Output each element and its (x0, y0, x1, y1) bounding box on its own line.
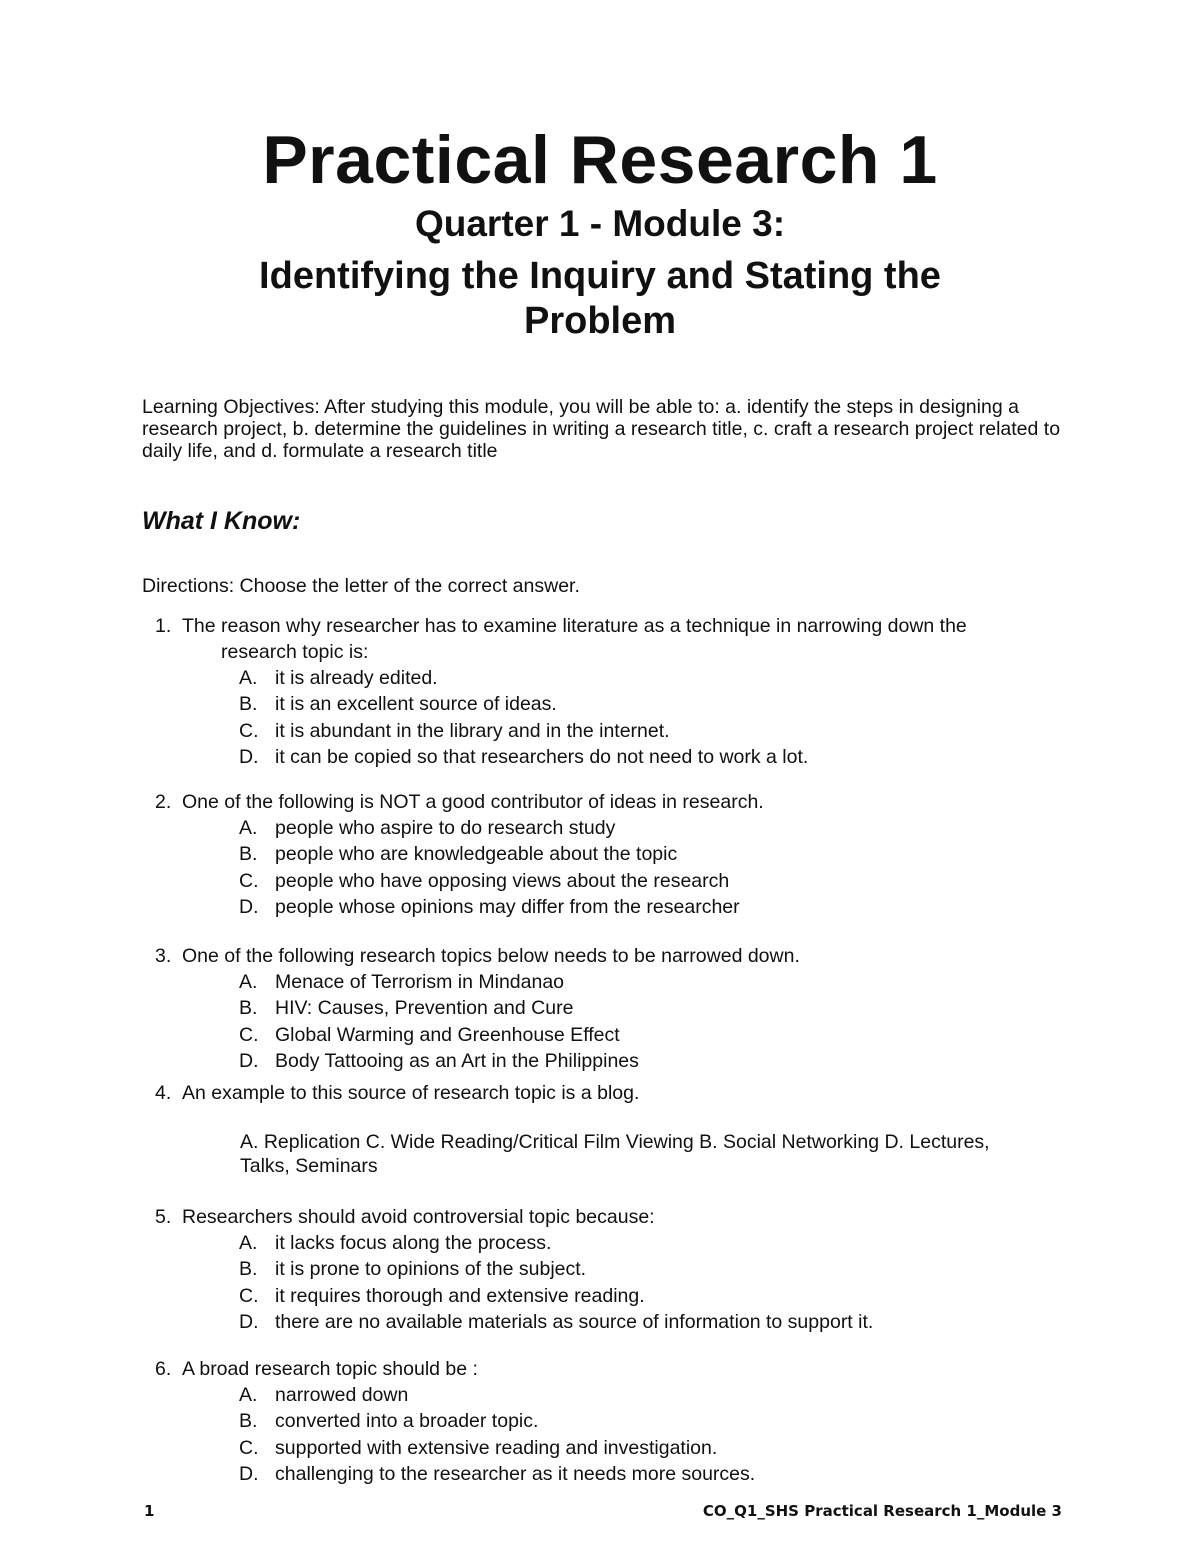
option-text: converted into a broader topic. (275, 1410, 539, 1433)
option-letter: C. (239, 719, 259, 742)
module-heading-line-2: Problem (523, 300, 677, 342)
question-number: 4. (155, 1082, 172, 1104)
question-1 (155, 613, 1055, 771)
document-title: Practical Research 1 (262, 122, 938, 198)
option-c (155, 718, 1055, 744)
option-b (155, 995, 1055, 1021)
footer-page-number: 1 (144, 1502, 155, 1520)
question-number: 6. (155, 1358, 172, 1380)
option-text: people whose opinions may differ from the researcher (275, 896, 740, 919)
option-c (155, 868, 1055, 894)
option-text: Body Tattooing as an Art in the Philippines (275, 1050, 639, 1073)
option-list (155, 969, 1055, 1075)
option-c (155, 1022, 1055, 1048)
question-number: 1. (155, 615, 172, 637)
option-text: there are no available materials as source of information to support it. (275, 1311, 874, 1334)
option-text: it is abundant in the library and in the internet. (275, 719, 670, 742)
answer-choices-text: A. Replication C. Wide Reading/Critical Film Viewing B. Social Networking D. Lectures, Talks, Seminars (240, 1131, 990, 1177)
option-list (155, 665, 1055, 771)
option-d (155, 1048, 1055, 1074)
option-letter: C. (239, 1284, 259, 1307)
option-text: it requires thorough and extensive reading. (275, 1284, 645, 1307)
option-text: people who have opposing views about the research (275, 869, 730, 892)
option-d (155, 744, 1055, 770)
option-letter: C. (239, 1436, 259, 1459)
option-c (155, 1283, 1055, 1309)
question-text: A broad research topic should be : (182, 1358, 478, 1380)
question-text: An example to this source of research topic is a blog. (182, 1082, 640, 1104)
option-letter: D. (239, 1463, 259, 1486)
option-letter: D. (239, 746, 259, 769)
question-stem (155, 1080, 1055, 1106)
question-text: Researchers should avoid controversial topic because: (182, 1206, 655, 1228)
option-text: it is an excellent source of ideas. (275, 693, 557, 716)
option-d (155, 1309, 1055, 1335)
option-text: Menace of Terrorism in Mindanao (275, 971, 565, 993)
option-b (155, 841, 1055, 867)
question-stem (155, 613, 1055, 665)
option-letter: C. (239, 1023, 259, 1046)
option-list (155, 1230, 1055, 1336)
module-subtitle: Quarter 1 - Module 3: (414, 203, 786, 244)
question-2 (155, 789, 1055, 921)
option-text: Global Warming and Greenhouse Effect (275, 1023, 620, 1046)
option-letter: A. (239, 817, 258, 839)
question-number: 3. (155, 945, 172, 967)
option-letter: B. (239, 693, 258, 716)
question-stem (155, 943, 1055, 969)
question-text: One of the following is NOT a good contributor of ideas in research. (182, 791, 764, 813)
option-text: HIV: Causes, Prevention and Cure (275, 997, 574, 1020)
option-letter: A. (239, 1384, 258, 1406)
option-text: it lacks focus along the process. (275, 1232, 552, 1254)
option-a (155, 969, 1055, 995)
question-number: 5. (155, 1206, 172, 1228)
option-text: people who aspire to do research study (275, 817, 616, 839)
option-list (155, 1382, 1055, 1488)
question-stem (155, 1204, 1055, 1230)
option-b (155, 691, 1055, 717)
module-heading (0, 254, 1200, 344)
question-3 (155, 943, 1055, 1075)
option-letter: A. (239, 971, 258, 993)
directions: Directions: Choose the letter of the correct answer. (142, 575, 580, 597)
option-letter: C. (239, 869, 259, 892)
option-d (155, 894, 1055, 920)
option-text: it can be copied so that researchers do not need to work a lot. (275, 746, 809, 769)
learning-objectives: Learning Objectives: After studying this module, you will be able to: a. identify the steps in designing a research project, b. determine the guidelines in writing a research title, c. craft a research project related to daily life, and d. formulate a research title (142, 396, 1061, 462)
option-letter: D. (239, 896, 259, 919)
question-6 (155, 1356, 1055, 1488)
option-letter: B. (239, 1258, 258, 1281)
option-letter: D. (239, 1311, 259, 1334)
question-text-continued: research topic is: (221, 641, 369, 663)
question-text: One of the following research topics below needs to be narrowed down. (182, 945, 800, 967)
option-a (155, 1230, 1055, 1256)
question-4 (155, 1080, 1055, 1178)
option-d (155, 1461, 1055, 1487)
option-a (155, 665, 1055, 691)
question-text: The reason why researcher has to examine literature as a technique in narrowing down the (182, 615, 967, 637)
option-b (155, 1408, 1055, 1434)
footer-module-code: CO_Q1_SHS Practical Research 1_Module 3 (702, 1502, 1062, 1520)
option-a (155, 1382, 1055, 1408)
option-letter: D. (239, 1050, 259, 1073)
option-list (155, 815, 1055, 921)
option-text: challenging to the researcher as it needs more sources. (275, 1463, 756, 1486)
option-text: it is already edited. (275, 667, 438, 689)
option-letter: B. (239, 1410, 258, 1433)
option-letter: A. (239, 667, 258, 689)
question-5 (155, 1204, 1055, 1336)
option-c (155, 1435, 1055, 1461)
option-text: people who are knowledgeable about the topic (275, 843, 678, 866)
option-text: supported with extensive reading and investigation. (275, 1436, 718, 1459)
option-letter: B. (239, 843, 258, 866)
option-text: it is prone to opinions of the subject. (275, 1258, 587, 1281)
option-a (155, 815, 1055, 841)
section-title: What I Know: (142, 507, 301, 535)
option-letter: A. (239, 1232, 258, 1254)
question-number: 2. (155, 791, 172, 813)
option-text: narrowed down (275, 1384, 409, 1406)
option-letter: B. (239, 997, 258, 1020)
module-heading-line-1: Identifying the Inquiry and Stating the (259, 255, 941, 297)
question-stem (155, 789, 1055, 815)
question-stem (155, 1356, 1055, 1382)
option-b (155, 1256, 1055, 1282)
